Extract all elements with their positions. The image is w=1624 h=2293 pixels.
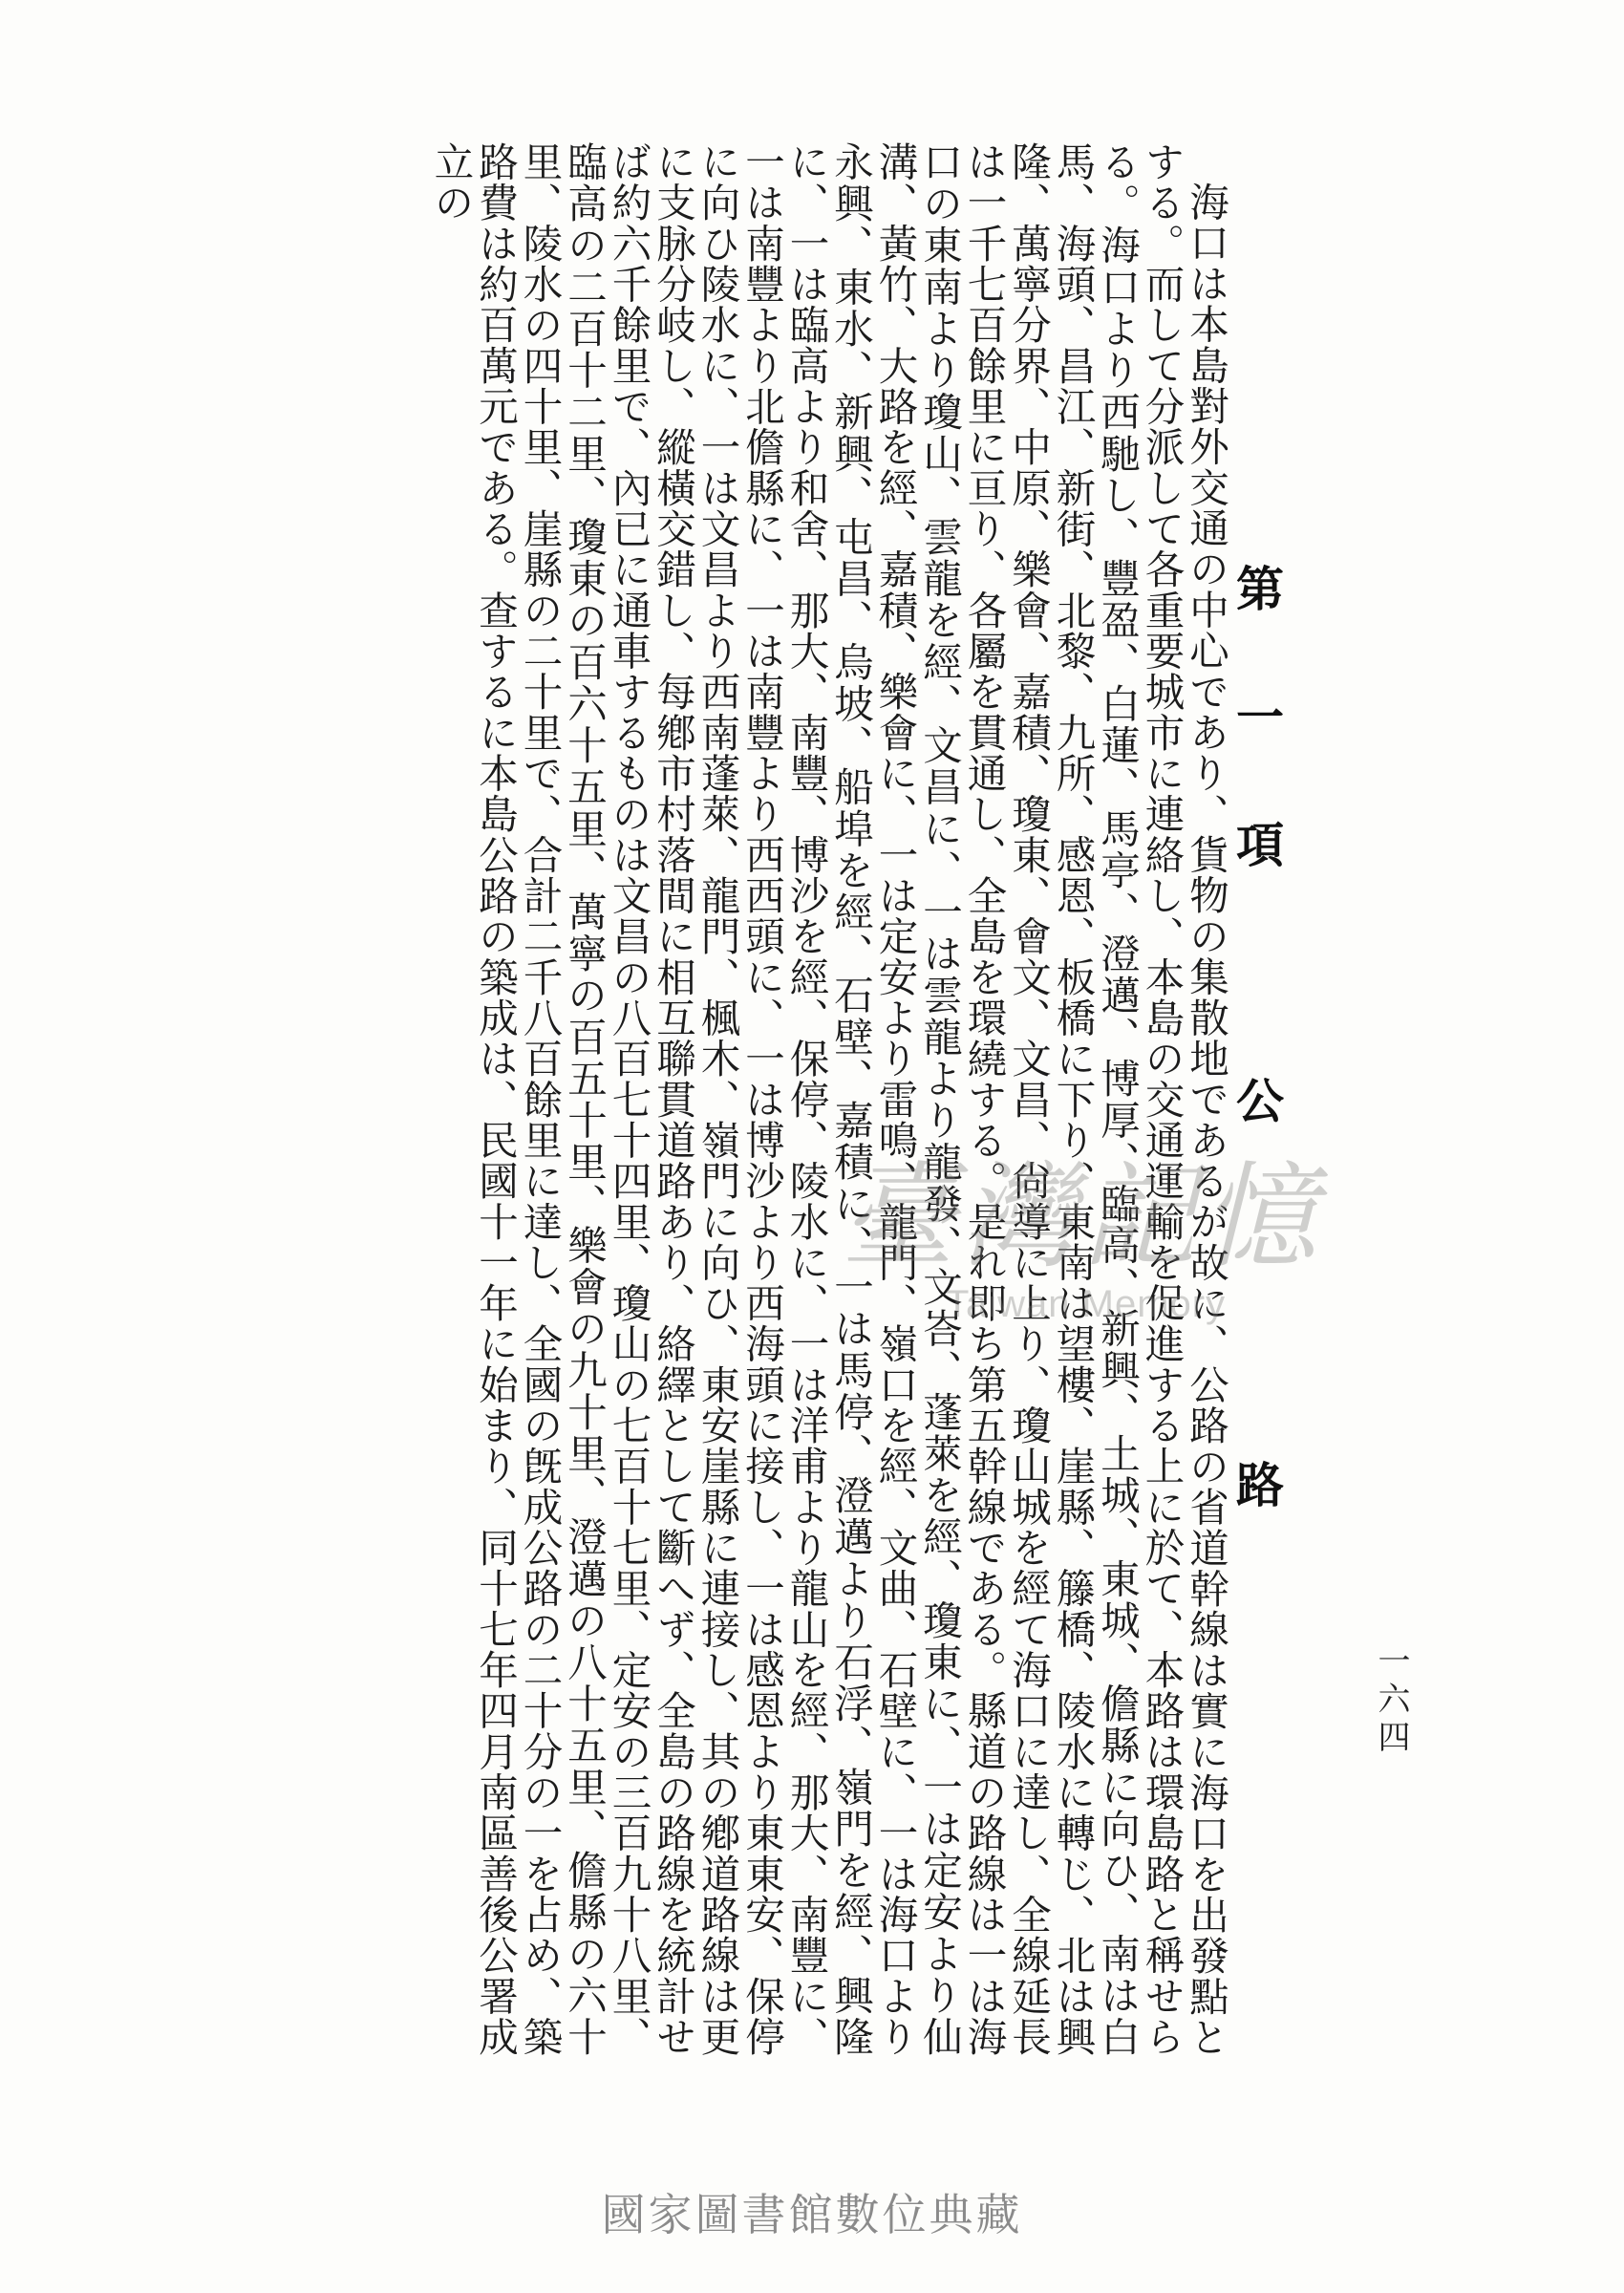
footer-credit: 國家圖書館數位典藏 (601, 2189, 1023, 2240)
watermark-english-text: Taiwan Memory (946, 1283, 1227, 1325)
section-heading: 第一項 公 路 (1229, 564, 1284, 1588)
paragraph: 海口は本島對外交通の中心であり、貨物の集散地であるが故に、公路の省道幹線は實に海口を出發點とする。而して分派して各重要城市に連絡し、本島の交通運輸を促進する上に於て、本路は環島路と稱せらる。海口より西馳し、豐盈、白蓮、馬亭、澄邁、博厚、臨高、新興、土城、東城、儋縣に向ひ、南は白馬、海頭、昌江、新街、北黎、九所、感恩、板橋に下り、東南は望樓、崖縣、籐橋、陵水に轉じ、北は興隆、萬寧分界、中原、樂會、嘉積、瓊東、會文、文昌、尙導に上り、瓊山城を經て海口に達し、全線延長は一千七百餘里に亘り、各屬を貫通し、全島を環繞する。是れ即ち第五幹線である。縣道の路線は一は海口の東南より瓊山、雲龍を經、文昌に、一は雲龍より龍發、文峇、蓬萊を經、瓊東に、一は定安より仙溝、黃竹、大路を經、嘉積、樂會に、一は定安より雷鳴、龍門、嶺口を經、文曲、石壁に、一は海口より永興、東水、新興、屯昌、烏坡、船埠を經、石壁、嘉積に、一は馬停、澄邁より石浮、嶺門を經、興隆に、一は臨高より和舍、那大、南豐、博沙を經、保停、陵水に、一は洋甫より龍山を經、那大、南豐に、一は南豐より北儋縣に、一は南豐より西西頭に、一は博沙より西海頭に接し、一は感恩より東東安、保停に向ひ陵水に、一は文昌より西南蓬萊、龍門、楓木、嶺門に向ひ、東安崖縣に連接し、其の鄕道路線は更に支脉分岐し、縱橫交錯し、每鄕市村落間に相互聯貫道路あり、絡繹として斷へず、全島の路線を統計せば約六千餘里で、內已に通車するものは文昌の八百七十四里、瓊山の七百十七里、定安の三百九十八里、臨高の二百十二里、瓊東の百六十五里、萬寧の百五十里、樂會の九十里、澄邁の八十五里、儋縣の六十里、陵水の四十里、崖縣の二十里で、合計二千八百餘里に達し、全國の旣成公路の二十分の一を占め、築路費は約百萬元である。查するに本島公路の築成は、民國十一年に始まり、同十七年四月南區善後公署成立の (427, 141, 1229, 2058)
watermark-logo-text: 臺灣記憶 (841, 1151, 1322, 1284)
body-text (196, 141, 1228, 2057)
page-number: 一六四 (1372, 1643, 1410, 1758)
